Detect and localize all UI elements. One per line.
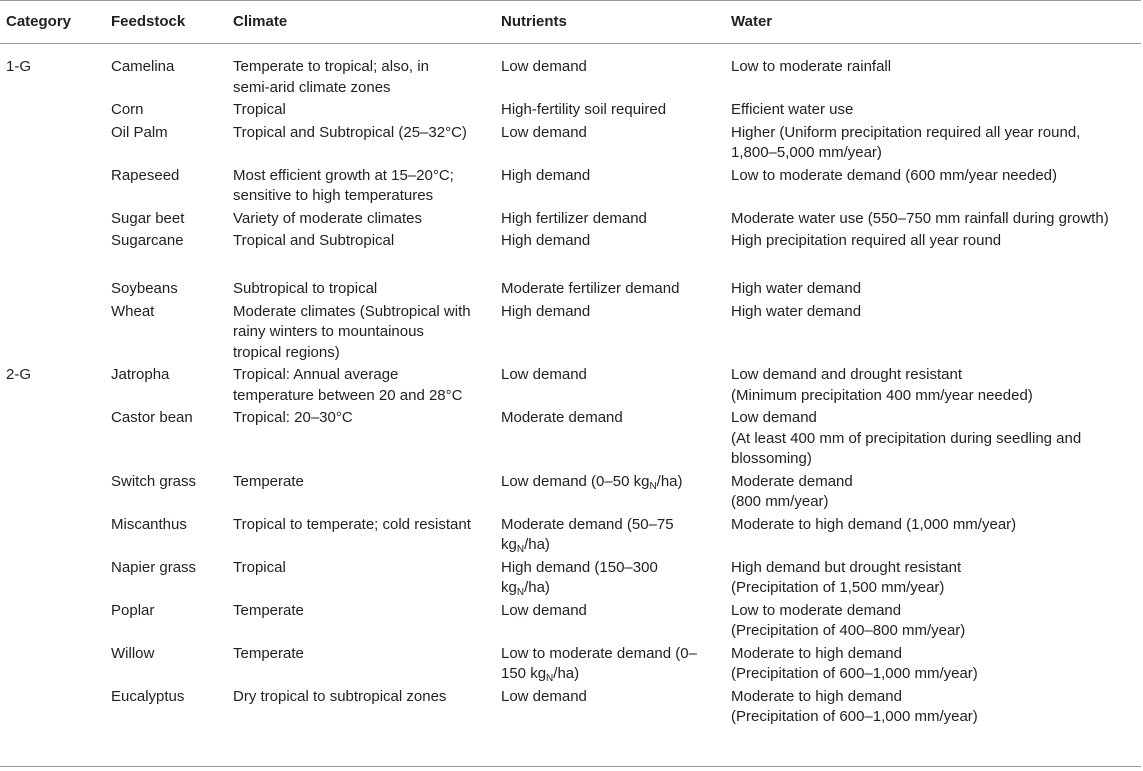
water-cell: Efficient water use bbox=[731, 101, 854, 118]
table-row bbox=[0, 599, 1141, 642]
table-row bbox=[0, 685, 1141, 728]
table-row bbox=[0, 164, 1141, 207]
feedstock-cell: Oil Palm bbox=[111, 123, 168, 141]
water-primary: Low demand bbox=[731, 409, 817, 426]
climate-cell: Temperate bbox=[233, 644, 304, 662]
water-cell bbox=[725, 599, 1141, 642]
table-row bbox=[0, 470, 1141, 513]
climate-cell: Tropical and Subtropical bbox=[233, 232, 395, 249]
category-cell bbox=[0, 556, 105, 599]
nutrients-unit: /ha) bbox=[524, 579, 550, 596]
water-cell: Low to moderate rainfall bbox=[731, 58, 892, 75]
nutrients-cell: Low demand bbox=[501, 687, 587, 705]
climate-cell: Variety of moderate climates bbox=[233, 209, 422, 227]
feedstock-cell: Miscanthus bbox=[111, 515, 187, 533]
table-row bbox=[0, 556, 1141, 599]
nutrients-cell: Low demand bbox=[501, 366, 587, 383]
climate-cell: Tropical to temperate; cold resistant bbox=[233, 515, 471, 533]
feedstock-cell: Eucalyptus bbox=[111, 687, 185, 705]
category-cell bbox=[0, 121, 105, 164]
category-cell bbox=[0, 685, 105, 728]
feedstock-cell: Camelina bbox=[111, 58, 175, 75]
feedstock-cell: Soybeans bbox=[111, 280, 178, 297]
header-row bbox=[0, 1, 1141, 44]
climate-cell: Most efficient growth at 15–20°C; sensitive to high temperatures bbox=[233, 166, 454, 204]
climate-cell: Temperate bbox=[233, 601, 304, 619]
category-cell bbox=[0, 406, 105, 470]
water-cell bbox=[725, 406, 1141, 470]
nutrients-text: High demand (150–300 kg bbox=[501, 558, 658, 596]
feedstock-cell: Poplar bbox=[111, 601, 155, 619]
nutrients-text: Low to moderate demand (0–150 kg bbox=[501, 644, 697, 682]
water-primary: Low demand and drought resistant bbox=[731, 366, 962, 383]
water-cell: High precipitation required all year round bbox=[731, 232, 1002, 249]
table-row bbox=[0, 363, 1141, 406]
nutrients-unit: /ha) bbox=[553, 665, 580, 682]
water-cell bbox=[725, 363, 1141, 406]
water-detail: (Precipitation of 600–1,000 mm/year) bbox=[731, 708, 978, 725]
water-cell bbox=[725, 470, 1141, 513]
water-detail: (Precipitation of 1,500 mm/year) bbox=[731, 579, 945, 596]
category-cell bbox=[0, 470, 105, 513]
water-cell: Low to moderate demand (600 mm/year needed) bbox=[731, 166, 1058, 184]
feedstock-cell: Jatropha bbox=[111, 366, 170, 383]
water-cell: High water demand bbox=[731, 302, 862, 320]
category-cell: 1-G bbox=[6, 58, 32, 75]
category-cell bbox=[0, 277, 105, 300]
table-row bbox=[0, 277, 1141, 300]
table-bottom-rule bbox=[0, 766, 1141, 767]
water-cell: High water demand bbox=[731, 280, 862, 297]
nutrients-text: Moderate demand (50–75 kg bbox=[501, 515, 674, 553]
table-row bbox=[0, 642, 1141, 685]
nutrients-cell: High demand bbox=[501, 232, 591, 249]
water-cell: Moderate to high demand (1,000 mm/year) bbox=[731, 515, 1017, 533]
water-cell: Moderate water use (550–750 mm rainfall during growth) bbox=[731, 209, 1109, 227]
nutrients-cell: High demand bbox=[501, 166, 591, 184]
nutrients-cell: High demand bbox=[501, 302, 591, 320]
feedstock-cell: Wheat bbox=[111, 302, 155, 320]
table-row bbox=[0, 207, 1141, 230]
climate-cell: Tropical bbox=[233, 101, 286, 118]
nutrients-cell: Moderate fertilizer demand bbox=[501, 280, 680, 297]
water-detail: (Precipitation of 600–1,000 mm/year) bbox=[731, 665, 978, 682]
climate-cell: Dry tropical to subtropical zones bbox=[233, 687, 447, 705]
nutrients-cell bbox=[495, 513, 725, 556]
table-row bbox=[0, 406, 1141, 470]
nutrients-cell bbox=[495, 642, 725, 685]
nitrogen-subscript: N bbox=[649, 480, 657, 492]
table-row bbox=[0, 121, 1141, 164]
nutrients-cell bbox=[495, 470, 725, 513]
feedstock-cell: Napier grass bbox=[111, 558, 197, 576]
nitrogen-subscript: N bbox=[546, 673, 554, 684]
table-row bbox=[0, 98, 1141, 121]
climate-cell: Subtropical to tropical bbox=[233, 280, 378, 297]
water-detail: (Minimum precipitation 400 mm/year needed) bbox=[731, 386, 1033, 404]
nutrients-unit: /ha) bbox=[524, 536, 550, 553]
category-cell bbox=[0, 207, 105, 230]
feedstock-cell: Castor bean bbox=[111, 409, 193, 426]
nutrients-cell: High fertilizer demand bbox=[501, 209, 647, 227]
water-cell bbox=[725, 685, 1141, 728]
water-primary: High demand but drought resistant bbox=[731, 558, 962, 576]
category-cell bbox=[0, 164, 105, 207]
climate-cell: Tropical: Annual average temperature between 20 and 28°C bbox=[233, 366, 463, 404]
nutrients-text: Low demand (0–50 kg bbox=[501, 472, 650, 490]
water-primary: Moderate to high demand bbox=[731, 687, 902, 705]
table-row bbox=[0, 229, 1141, 277]
nitrogen-subscript: N bbox=[516, 587, 525, 598]
nutrients-cell: Low demand bbox=[501, 123, 587, 141]
table-body bbox=[0, 44, 1141, 728]
header-category: Category bbox=[6, 13, 72, 30]
nutrients-cell: Low demand bbox=[501, 601, 587, 619]
feedstock-cell: Switch grass bbox=[111, 472, 197, 490]
climate-cell: Tropical bbox=[233, 558, 286, 576]
category-cell bbox=[0, 300, 105, 364]
water-detail: (At least 400 mm of precipitation during seedling and blossoming) bbox=[731, 429, 1082, 467]
climate-cell: Tropical: 20–30°C bbox=[233, 409, 353, 426]
table-header bbox=[0, 1, 1141, 44]
nutrients-cell bbox=[495, 556, 725, 599]
feedstock-cell: Sugarcane bbox=[111, 232, 184, 249]
water-detail: (800 mm/year) bbox=[731, 493, 829, 510]
climate-cell: Moderate climates (Subtropical with rainy winters to mountainous tropical regions) bbox=[233, 302, 471, 361]
water-primary: Low to moderate demand bbox=[731, 601, 902, 619]
header-nutrients: Nutrients bbox=[501, 13, 567, 30]
feedstock-cell: Willow bbox=[111, 644, 155, 662]
feedstock-cell: Corn bbox=[111, 101, 144, 118]
nutrients-cell: Low demand bbox=[501, 58, 587, 75]
water-primary: Moderate to high demand bbox=[731, 644, 902, 662]
table-row bbox=[0, 44, 1141, 99]
table-row bbox=[0, 300, 1141, 364]
water-cell: Higher (Uniform precipitation required all year round, 1,800–5,000 mm/year) bbox=[731, 123, 1081, 161]
header-water: Water bbox=[731, 13, 773, 30]
category-cell bbox=[0, 642, 105, 685]
water-cell bbox=[725, 642, 1141, 685]
category-cell bbox=[0, 98, 105, 121]
category-cell bbox=[0, 599, 105, 642]
climate-cell: Tropical and Subtropical (25–32°C) bbox=[233, 123, 467, 141]
feedstock-cell: Rapeseed bbox=[111, 166, 180, 184]
water-primary: Moderate demand bbox=[731, 472, 853, 490]
header-feedstock: Feedstock bbox=[111, 13, 186, 30]
category-cell bbox=[0, 229, 105, 277]
category-cell bbox=[0, 513, 105, 556]
water-cell bbox=[725, 556, 1141, 599]
water-detail: (Precipitation of 400–800 mm/year) bbox=[731, 622, 966, 639]
nutrients-cell: High-fertility soil required bbox=[501, 101, 667, 118]
feedstock-cell: Sugar beet bbox=[111, 209, 185, 227]
nitrogen-subscript: N bbox=[516, 544, 525, 555]
header-climate: Climate bbox=[233, 13, 288, 30]
climate-cell: Temperate bbox=[233, 472, 304, 490]
nutrients-unit: /ha) bbox=[656, 472, 683, 490]
nutrients-cell: Moderate demand bbox=[501, 409, 623, 426]
category-cell: 2-G bbox=[6, 366, 32, 383]
climate-cell: Temperate to tropical; also, in semi-arid climate zones bbox=[233, 58, 429, 96]
table-row bbox=[0, 513, 1141, 556]
